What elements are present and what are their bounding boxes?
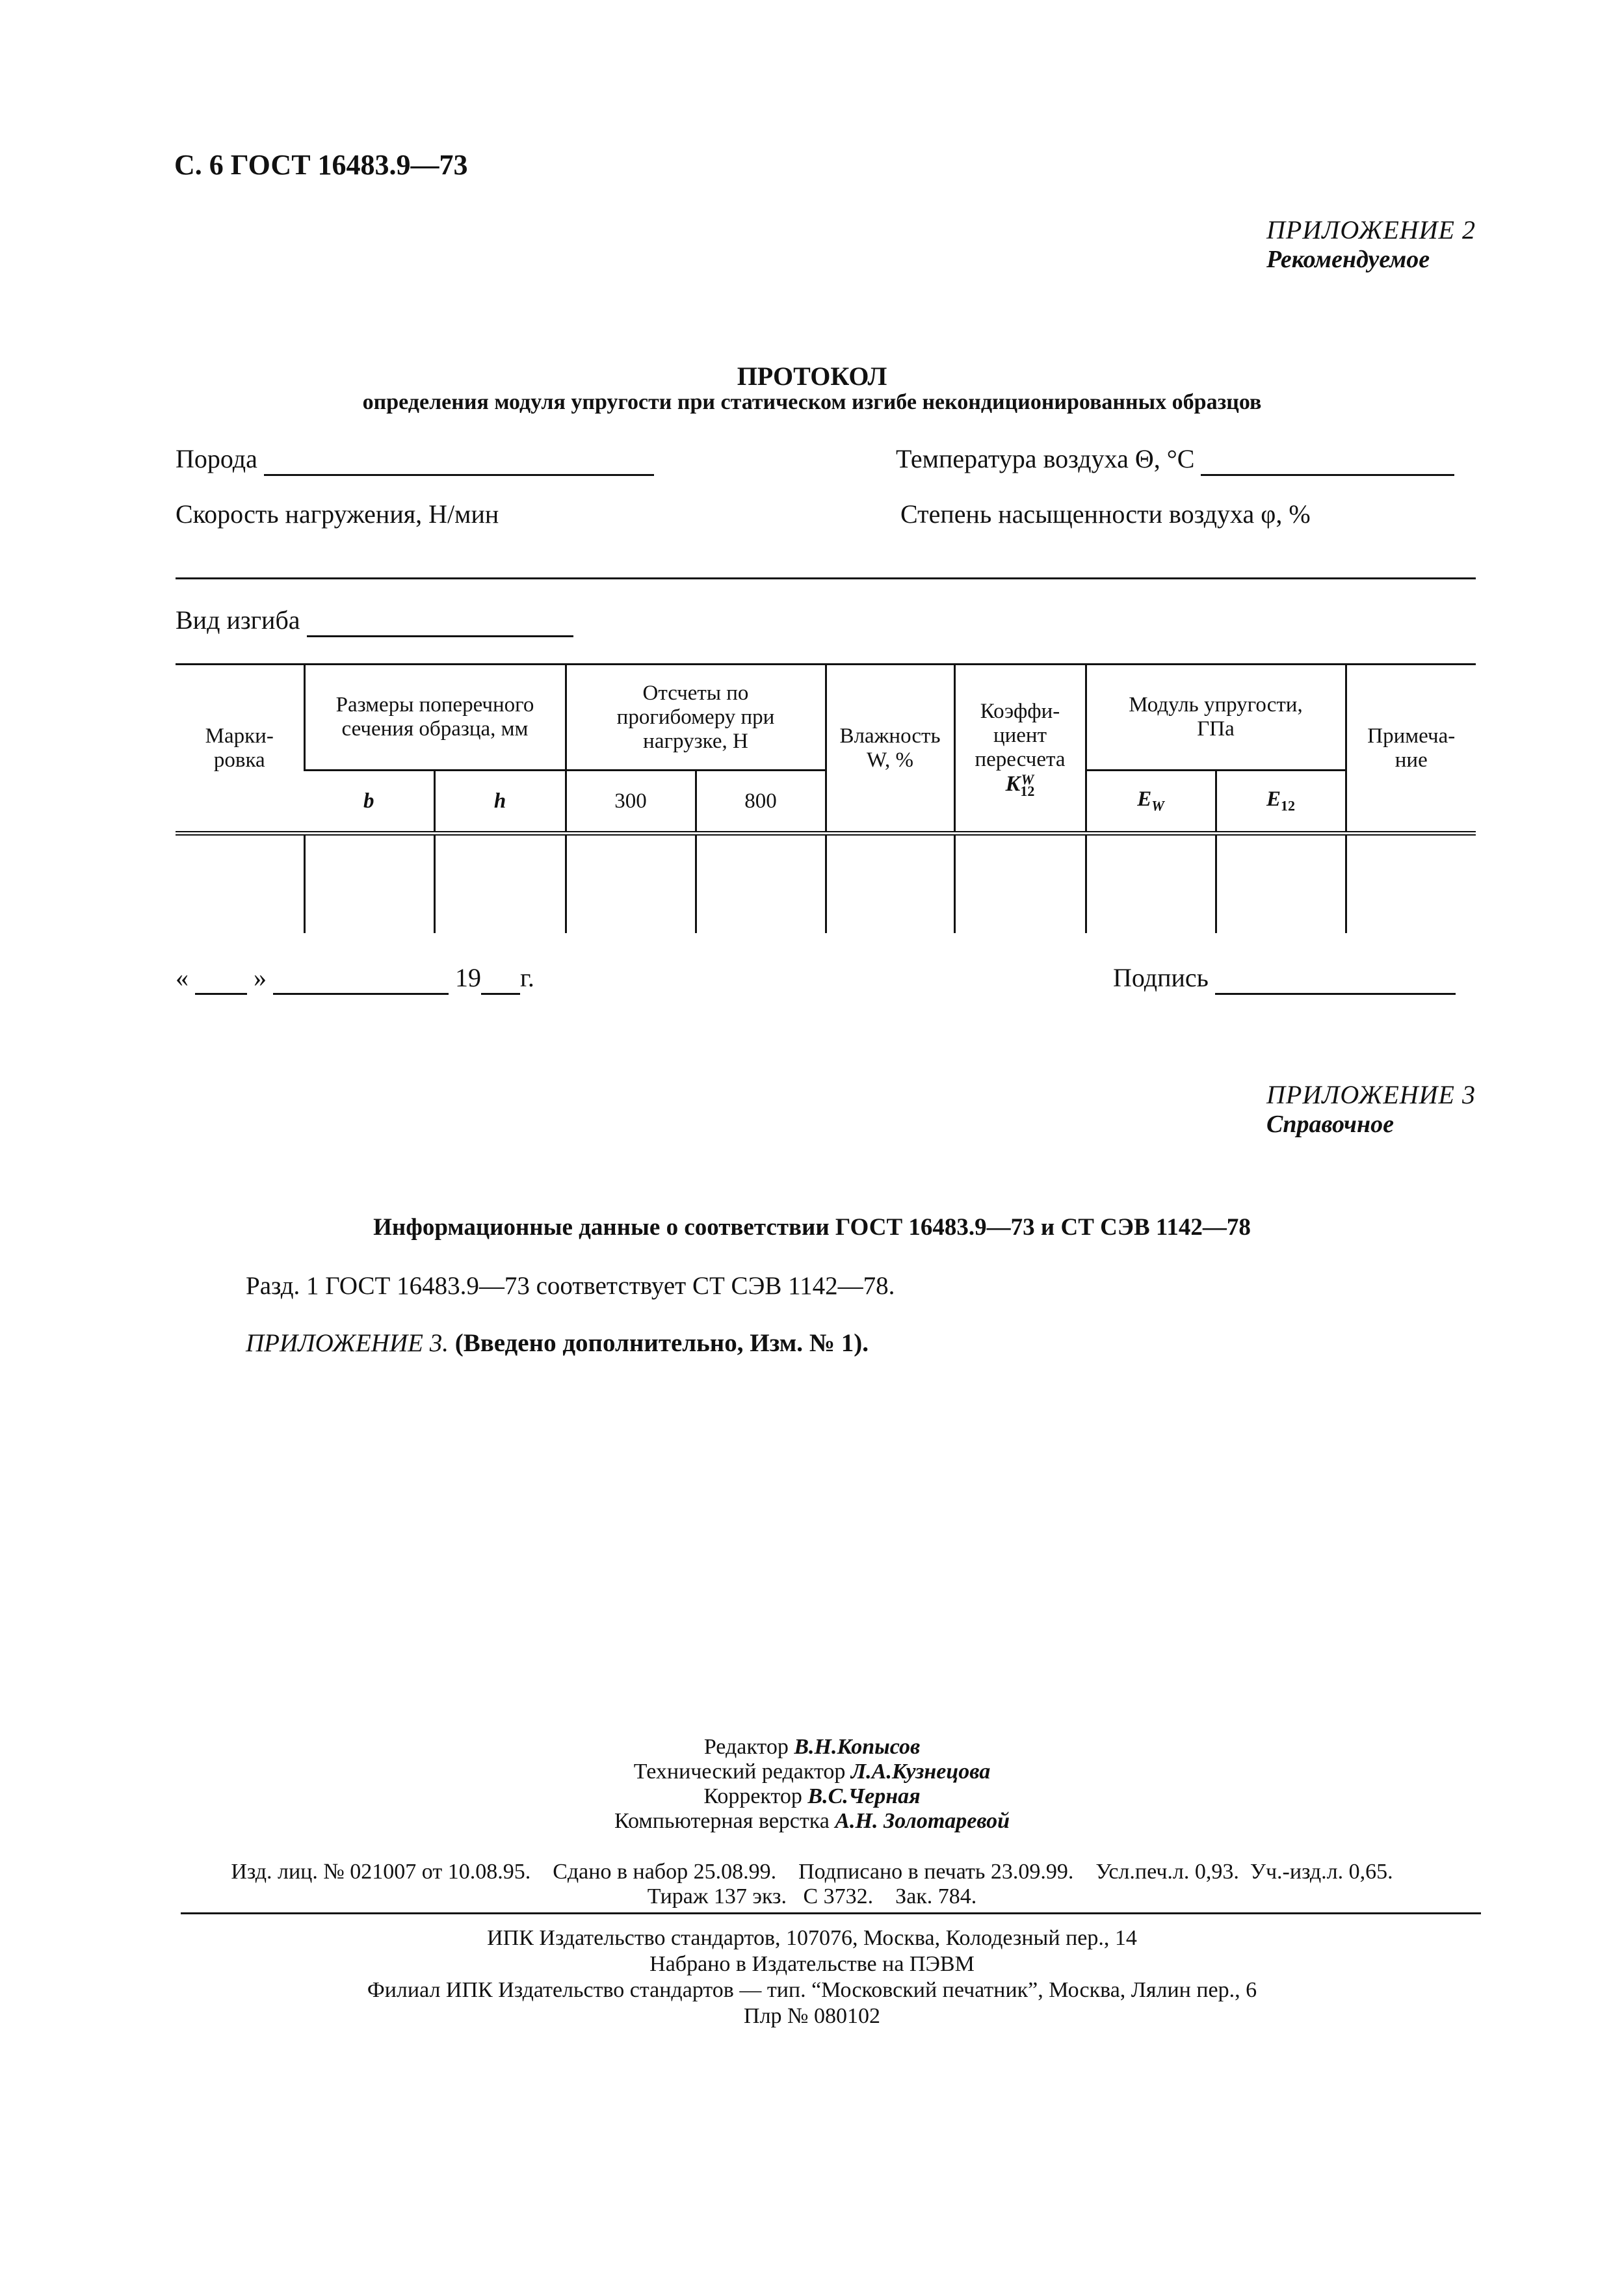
date-year-blank[interactable] — [481, 962, 520, 995]
imprint-line-1: Изд. лиц. № 021007 от 10.08.95. Сдано в набор 25.08.99. Подписано в печать 23.09.99. Усл.печ.л. 0,93. Уч.-изд.л. 0,65. — [231, 1860, 1393, 1884]
field-species-label: Порода — [176, 444, 257, 473]
appendix-3-para-2: ПРИЛОЖЕНИЕ 3. (Введено дополнительно, Изм. № 1). — [246, 1329, 869, 1357]
page-header: С. 6 ГОСТ 16483.9—73 — [174, 149, 468, 181]
field-air-temp — [896, 443, 1454, 476]
table-cell[interactable] — [434, 834, 566, 934]
protocol-table — [176, 663, 1476, 933]
field-air-saturation-label: Степень насыщенности воздуха φ, % — [900, 499, 1311, 529]
col-readings: Отсчеты по прогибомеру при нагрузке, Н — [566, 665, 826, 771]
field-air-temp-label: Температура воздуха Θ, °С — [896, 444, 1195, 473]
col-modulus: Модуль упругости, ГПа — [1086, 665, 1346, 771]
field-air-saturation — [900, 499, 1311, 529]
publisher-line-1: ИПК Издательство стандартов, 107076, Москва, Колодезный пер., 14 — [487, 1926, 1137, 1950]
appendix-3-subtitle: Справочное — [1266, 1111, 1394, 1138]
footer-divider — [181, 1912, 1481, 1914]
signature-blank[interactable] — [1215, 962, 1456, 995]
field-long-blank-line[interactable] — [176, 577, 1476, 579]
field-bend-type-blank[interactable] — [307, 605, 573, 637]
col-coefficient-label: Коэффи- циент пересчета — [975, 699, 1066, 771]
appendix-3-title: ПРИЛОЖЕНИЕ 3 — [1266, 1080, 1476, 1109]
subcol-ew: $E_W$ — [1086, 771, 1216, 834]
date-day-blank[interactable] — [195, 962, 247, 995]
appendix-3-block — [1266, 1079, 1476, 1139]
imprint-line-2: Тираж 137 экз. С 3732. Зак. 784. — [647, 1884, 977, 1908]
signature-field: Подпись — [1113, 962, 1456, 995]
table-cell[interactable] — [304, 834, 434, 934]
date-month-blank[interactable] — [273, 962, 449, 995]
credit-layout: Компьютерная верстка А.Н. Золотаревой — [614, 1809, 1010, 1833]
field-bend-type — [176, 605, 573, 637]
subcol-load-800: 800 — [696, 771, 826, 834]
field-load-rate — [176, 499, 499, 529]
table-cell[interactable] — [696, 834, 826, 934]
publisher-line-4: Плр № 080102 — [744, 2004, 880, 2028]
publisher-line-3: Филиал ИПК Издательство стандартов — тип. “Московский печатник”, Москва, Лялин пер., 6 — [367, 1978, 1257, 2002]
table-cell[interactable] — [1346, 834, 1476, 934]
subcol-e12: $E_{12}$ — [1216, 771, 1346, 834]
table-row — [176, 834, 1476, 934]
appendix-3-heading: Информационные данные о соответствии ГОСТ 16483.9—73 и СТ СЭВ 1142—78 — [373, 1214, 1251, 1241]
table-cell[interactable] — [954, 834, 1086, 934]
credit-tech-editor: Технический редактор Л.А.Кузнецова — [633, 1760, 991, 1784]
appendix-2-title: ПРИЛОЖЕНИЕ 2 — [1266, 215, 1476, 244]
col-coefficient — [954, 665, 1086, 834]
field-species — [176, 443, 654, 476]
date-line: « » 19 г. — [176, 962, 534, 995]
appendix-3-para-1: Разд. 1 ГОСТ 16483.9—73 соответствует СТ СЭВ 1142—78. — [246, 1272, 895, 1300]
appendix-2-block — [1266, 215, 1476, 274]
field-load-rate-label: Скорость нагружения, Н/мин — [176, 499, 499, 529]
col-section-sizes: Размеры поперечного сечения образца, мм — [304, 665, 566, 771]
table-cell[interactable] — [826, 834, 954, 934]
subcol-load-300: 300 — [566, 771, 696, 834]
col-marking: Марки- ровка — [205, 724, 274, 772]
subcol-b: b — [304, 771, 434, 834]
appendix-2-subtitle: Рекомендуемое — [1266, 246, 1430, 273]
table-cell[interactable] — [1216, 834, 1346, 934]
credit-editor: Редактор В.Н.Копысов — [703, 1735, 921, 1759]
subcol-h: h — [434, 771, 566, 834]
table-cell[interactable] — [1086, 834, 1216, 934]
credit-corrector: Корректор В.С.Черная — [703, 1784, 921, 1808]
col-moisture: Влажность W, % — [826, 665, 954, 834]
protocol-title: ПРОТОКОЛ — [737, 362, 887, 391]
protocol-subtitle: определения модуля упругости при статическом изгибе некондиционированных образцов — [362, 390, 1262, 414]
col-note: Примеча- ние — [1346, 665, 1476, 834]
coefficient-symbol: K W 12 — [1005, 771, 1035, 799]
publisher-line-2: Набрано в Издательстве на ПЭВМ — [649, 1952, 975, 1976]
field-species-blank[interactable] — [264, 443, 654, 476]
table-cell[interactable] — [566, 834, 696, 934]
table-cell[interactable] — [176, 834, 304, 934]
field-air-temp-blank[interactable] — [1201, 443, 1454, 476]
field-bend-type-label: Вид изгиба — [176, 605, 300, 635]
